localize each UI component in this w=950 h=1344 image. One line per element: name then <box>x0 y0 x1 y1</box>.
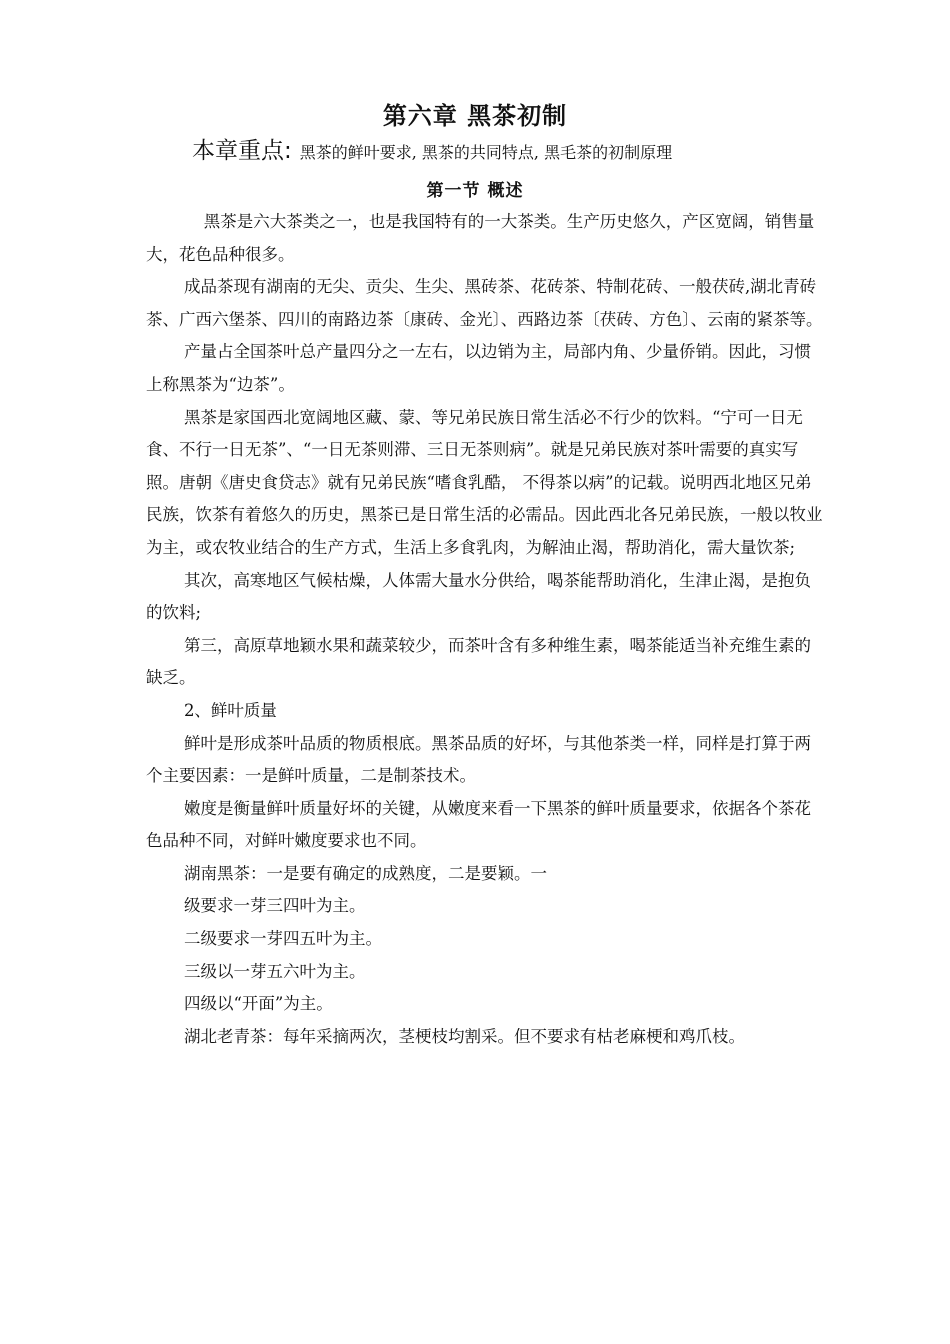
subheading: 2、鲜叶质量 <box>183 700 277 720</box>
paragraph: 二级要求一芽四五叶为主。 <box>183 929 382 949</box>
paragraph: 湖北老青茶：每年采摘两次，茎梗枝均割采。但不要求有枯老麻梗和鸡爪枝。 <box>183 1026 745 1046</box>
chapter-title: 第六章 黑茶初制 <box>382 102 568 130</box>
section-title: 第一节 概述 <box>426 181 524 201</box>
body-text <box>146 206 826 1053</box>
paragraph: 其次，高寒地区气候枯燥，人体需大量水分供给，喝茶能帮助消化，生津止渴，是抱负的饮料; <box>146 570 811 623</box>
paragraph: 鲜叶是形成茶叶品质的物质根底。黑茶品质的好坏，与其他茶类一样，同样是打算于两个主要因素：一是鲜叶质量，二是制茶技术。 <box>146 733 811 786</box>
paragraph: 级要求一芽三四叶为主。 <box>183 896 366 916</box>
key-points-label: 本章重点: <box>192 138 292 164</box>
paragraph: 湖南黑茶：一是要有确定的成熟度，二是要颖。一 <box>183 863 547 883</box>
paragraph: 产量占全国茶叶总产量四分之一左右，以边销为主，局部内角、少量侨销。因此，习惯上称黑茶为“边茶”。 <box>146 342 811 394</box>
paragraph: 嫩度是衡量鲜叶质量好坏的关键，从嫩度来看一下黑茶的鲜叶质量要求，依据各个茶花色品种不同，对鲜叶嫩度要求也不同。 <box>146 798 811 851</box>
paragraph: 黑茶是六大茶类之一，也是我国特有的一大茶类。生产历史悠久，产区宽阔，销售量大，花色品种很多。 <box>146 212 815 264</box>
paragraph: 三级以一芽五六叶为主。 <box>183 961 366 981</box>
key-points-text: 黑茶的鲜叶要求, 黑茶的共同特点, 黑毛茶的初制原理 <box>299 143 673 162</box>
paragraph: 四级以“开面”为主。 <box>183 994 333 1014</box>
paragraph: 成品茶现有湖南的无尖、贡尖、生尖、黑砖茶、花砖茶、特制花砖、一般茯砖,湖北青砖茶、广西六堡茶、四川的南路边茶〔康砖、金光〕、西路边茶〔茯砖、方色〕、云南的紧茶等。 <box>146 277 823 329</box>
paragraph: 黑茶是家国西北宽阔地区藏、蒙、等兄弟民族日常生活必不行少的饮料。“宁可一日无食、不行一日无茶”、“一日无茶则滞、三日无茶则病”。就是兄弟民族对茶叶需要的真实写照。唐朝《唐史食贷志》就有兄弟民族“嗜食乳酷， 不得茶以病”的记载。说明西北地区兄弟民族，饮茶有着悠久的历史，黑茶已是日常生活的必需品。因此西北各兄弟民族，一般以牧业为主，或农牧业结合的生产方式，生活上多食乳肉，为解油止渴，帮助消化，需大量饮茶; <box>146 407 823 557</box>
paragraph: 第三，高原草地颖水果和蔬菜较少，而茶叶含有多种维生素，喝茶能适当补充维生素的缺乏。 <box>146 635 811 688</box>
key-points <box>192 135 912 169</box>
